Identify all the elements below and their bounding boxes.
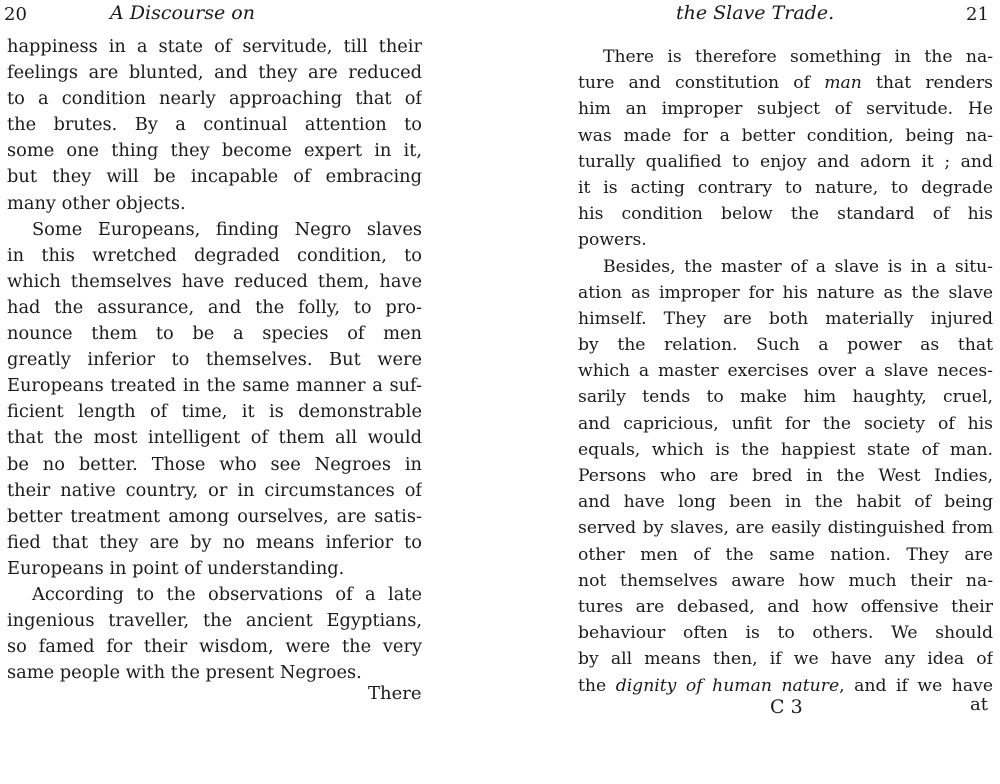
text-line: happiness in a state of servitude, till their (7, 36, 422, 57)
text-line (578, 646, 993, 672)
signature-mark: C 3 (770, 696, 803, 718)
right-running-head: the Slave Trade. (676, 2, 835, 24)
text-line (578, 489, 993, 515)
left-catchword: There (368, 683, 422, 704)
text-line: According to the observations of a late (32, 583, 422, 605)
text-segment: by the relation. Such a power as that (578, 335, 993, 356)
text-line (578, 123, 993, 149)
text-line (578, 175, 993, 201)
text-line: Some Europeans, finding Negro slaves (32, 218, 422, 240)
text-line (578, 620, 993, 646)
text-segment: by all means then, if we have any idea of (578, 649, 993, 670)
text-segment: his condition below the standard of his (578, 204, 993, 225)
text-segment: equals, which is the happiest state of man. (578, 439, 993, 460)
text-line (578, 568, 993, 594)
text-line: Europeans treated in the same manner a suf- (7, 375, 422, 397)
text-line: but they will be incapable of embracing (7, 166, 422, 188)
text-line: ingenious traveller, the ancient Egyptians, (7, 610, 422, 632)
text-segment: other men of the same nation. They are (578, 544, 993, 565)
text-line: greatly inferior to themselves. But were (7, 349, 422, 371)
left-running-head: A Discourse on (110, 2, 255, 24)
text-segment: himself. They are both materially injured (578, 308, 993, 329)
text-line: ficient length of time, it is demonstrable (7, 401, 422, 423)
text-segment: not themselves aware how much their na- (578, 570, 993, 591)
text-line (578, 437, 993, 463)
text-line: same people with the present Negroes. (7, 662, 362, 684)
text-segment: served by slaves, are easily distinguished from (578, 518, 993, 539)
text-segment: and have long been in the habit of being (578, 492, 993, 513)
text-line: so famed for their wisdom, were the very (7, 636, 422, 658)
text-line: in this wretched degraded condition, to (7, 244, 422, 266)
text-line (578, 332, 993, 358)
text-segment: it is acting contrary to nature, to degrade (578, 177, 993, 198)
text-line: the brutes. By a continual attention to (7, 114, 422, 136)
text-segment: There is therefore something in the na- (603, 47, 993, 67)
text-line (578, 254, 993, 280)
text-segment: turally qualified to enjoy and adorn it ; and (578, 151, 993, 172)
text-line: many other objects. (7, 192, 186, 214)
text-segment: him an improper subject of servitude. He (578, 99, 993, 120)
left-page-number: 20 (4, 4, 27, 25)
text-line (578, 96, 993, 122)
right-page (560, 0, 1000, 784)
text-line: had the assurance, and the folly, to pro- (7, 296, 422, 318)
left-page (0, 0, 440, 784)
text-segment: ation as improper for his nature as the slave (578, 282, 993, 303)
text-segment: which a master exercises over a slave neces- (578, 361, 993, 382)
text-line: fied that they are by no means inferior to (7, 531, 422, 553)
text-line (578, 358, 993, 384)
right-page-text (578, 44, 993, 699)
text-segment: sarily tends to make him haughty, cruel, (578, 387, 993, 408)
text-line (578, 44, 993, 70)
text-line (578, 673, 993, 699)
text-line (578, 306, 993, 332)
text-line (578, 542, 993, 568)
text-line (578, 70, 993, 96)
right-catchword: at (970, 694, 988, 715)
text-line (578, 463, 993, 489)
text-line: better treatment among ourselves, are satis- (7, 505, 422, 527)
text-line: which themselves have reduced them, have (7, 270, 422, 292)
text-segment: was made for a better condition, being na- (578, 125, 993, 146)
italic-text: man (824, 73, 862, 94)
text-segment: Besides, the master of a slave is in a situ- (603, 256, 993, 277)
text-segment: tures are debased, and how offensive their (578, 596, 993, 617)
text-line: their native country, or in circumstances of (7, 479, 422, 501)
text-line: nounce them to be a species of men (7, 323, 422, 345)
text-line (578, 411, 993, 437)
text-line (578, 201, 993, 227)
text-segment: and capricious, unfit for the society of his (578, 413, 993, 434)
text-line (578, 515, 993, 541)
text-line: that the most intelligent of them all would (7, 427, 422, 449)
text-segment: powers. (578, 230, 647, 251)
left-page-text (7, 34, 422, 686)
text-line: to a condition nearly approaching that of (7, 88, 422, 110)
text-line: feelings are blunted, and they are reduced (7, 62, 422, 84)
text-segment: Persons who are bred in the West Indies, (578, 466, 993, 486)
text-line (578, 227, 993, 253)
text-line: Europeans in point of understanding. (7, 557, 345, 579)
text-line: be no better. Those who see Negroes in (7, 453, 422, 475)
text-line: some one thing they become expert in it, (7, 140, 422, 162)
right-page-number: 21 (966, 4, 989, 25)
text-line (578, 384, 993, 410)
text-segment: behaviour often is to others. We should (578, 623, 993, 644)
text-line (578, 149, 993, 175)
text-segment: that renders (861, 73, 993, 94)
text-line (578, 280, 993, 306)
text-segment: ture and constitution of (578, 73, 825, 94)
text-line (578, 594, 993, 620)
text-segment: , and if we have (839, 675, 993, 696)
text-segment: the (578, 675, 616, 696)
italic-text: dignity of human nature (615, 675, 840, 696)
